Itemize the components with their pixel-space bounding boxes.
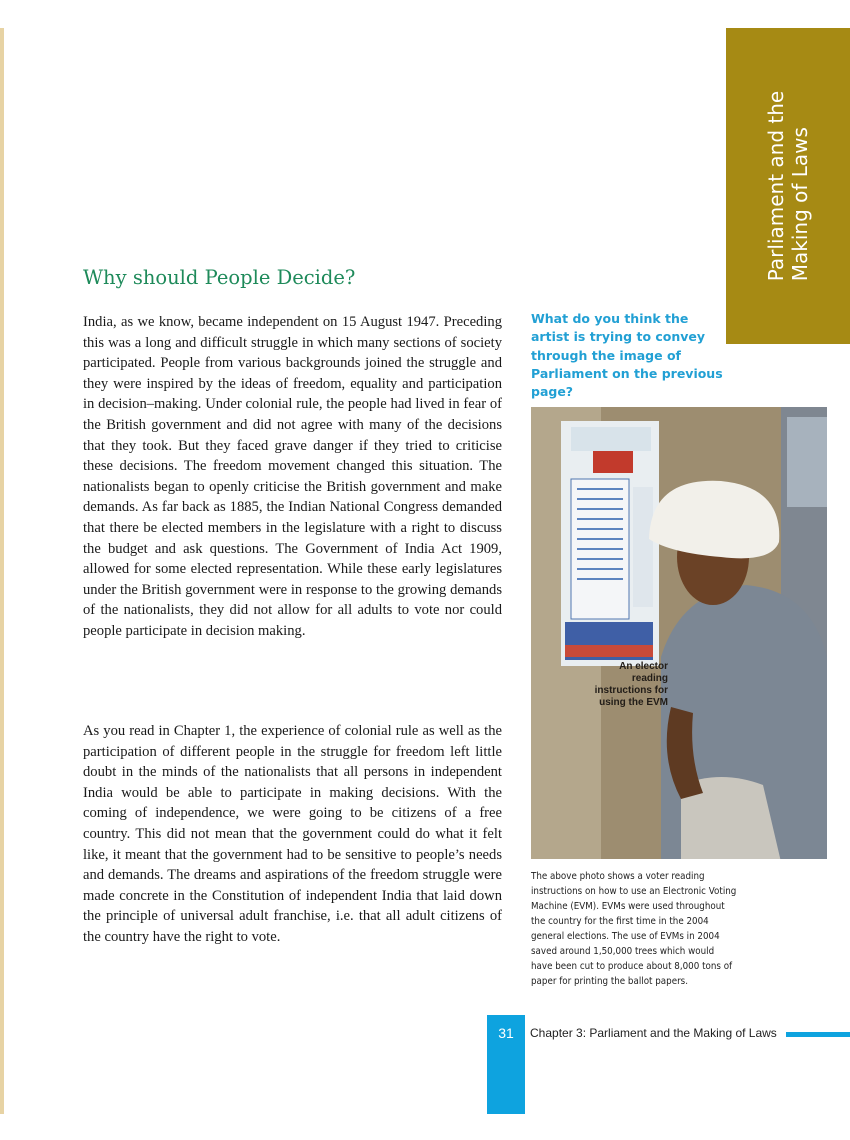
caption-line: have been cut to produce about 8,000 tons of <box>531 961 733 972</box>
caption-line: general elections. The use of EVMs in 2004 <box>531 931 720 942</box>
page-number: 31 <box>498 1025 514 1041</box>
photo-label-line: reading <box>631 673 668 684</box>
page-number-tab <box>487 1015 525 1114</box>
photo-caption <box>531 869 737 989</box>
caption-line: the country for the first time in the 2004 <box>531 916 709 927</box>
evm-photo <box>531 407 827 859</box>
photo-label-line: using the EVM <box>599 697 668 708</box>
voter-photo-illustration <box>531 407 827 859</box>
body-paragraph-1 <box>83 312 502 642</box>
chapter-side-tab-title <box>764 91 812 281</box>
side-tab-line: Parliament and the <box>764 90 788 282</box>
section-heading: Why should People Decide? <box>83 266 356 289</box>
chapter-side-tab <box>726 28 850 344</box>
caption-line: paper for printing the ballot papers. <box>531 976 689 987</box>
paragraph-text: India, as we know, became independent on 15 August 1947. Preceding this was a long and difficult struggle in which many sections of society participated. People from various backgrounds joined the struggle and they were inspired by the ideas of freedom, equality and participation in decision–making. Under colonial rule, the people had lived in fear of the British government and did not agree with many of the decisions that they took. But they faced grave danger if they tried to criticise these decisions. The freedom movement changed this situation. The nationalists began to openly criticise the British government and make demands. As far back as 1885, the Indian National Congress demanded that there be elected members in the legislature with a right to discuss the budget and ask questions. The Government of India Act 1909, allowed for some elected representation. While these early legislatures under the British government were in response to the growing demands of the nationalists, they did not allow for all adults to vote nor could people participate in decision making. <box>83 314 502 639</box>
side-tab-line: Making of Laws <box>788 127 812 282</box>
footer-rule <box>786 1032 850 1037</box>
caption-line: Machine (EVM). EVMs were used throughout <box>531 901 725 912</box>
paragraph-text: As you read in Chapter 1, the experience of colonial rule as well as the participation of different people in the struggle for freedom left little doubt in the minds of the nationalists that all persons in independent India would be able to participate in making decisions. With the coming of independence, we were going to be citizens of a free country. This did not mean that the government could do what it felt like, it meant that the government had to be sensitive to people’s needs and demands. The dreams and aspirations of the freedom struggle were made concrete in the Constitution of independent India that laid down the principle of universal adult franchise, i.e. that all adult citizens of the country have the right to vote. <box>83 723 502 945</box>
caption-line: instructions on how to use an Electronic Voting <box>531 886 737 897</box>
caption-line: The above photo shows a voter reading <box>531 871 705 882</box>
photo-label-line: An elector <box>619 661 668 672</box>
photo-label-line: instructions for <box>594 685 668 696</box>
footer-chapter-title: Chapter 3: Parliament and the Making of Laws <box>530 1026 777 1040</box>
page-edge-rule <box>0 28 4 1114</box>
photo-label <box>576 661 668 709</box>
margin-question: What do you think the artist is trying to convey through the image of Parliament on the previous page? <box>531 311 723 400</box>
caption-line: saved around 1,50,000 trees which would <box>531 946 715 957</box>
body-paragraph-2 <box>83 721 502 948</box>
